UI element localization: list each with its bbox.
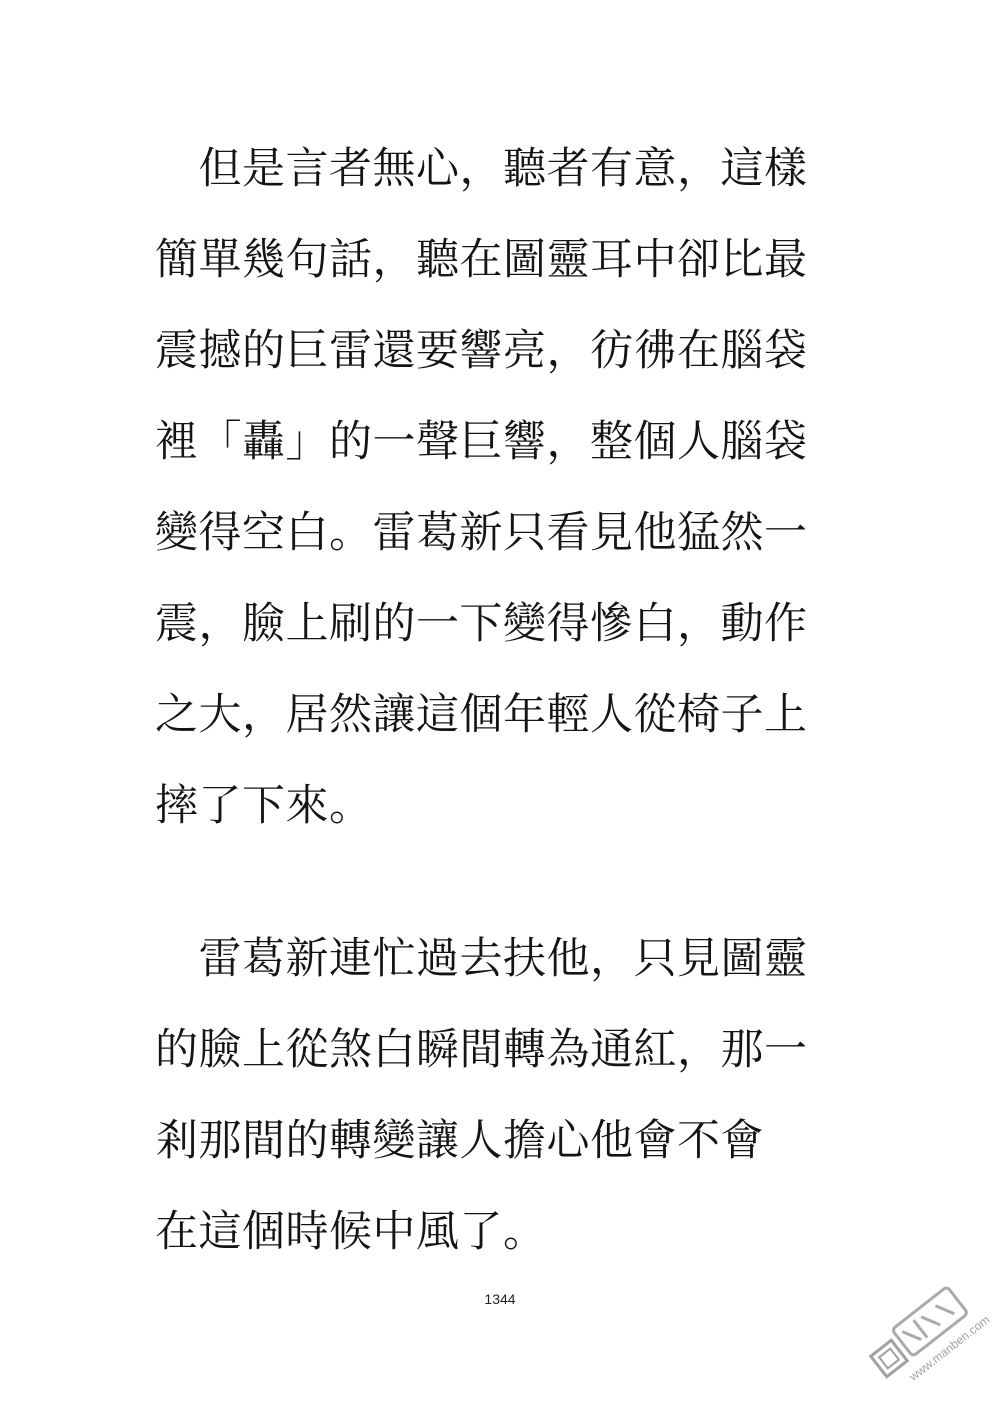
paragraph-2 <box>155 914 855 1278</box>
manben-logo-icon <box>848 1262 998 1412</box>
text-line: 在這個時候中風了。 <box>155 1207 547 1257</box>
text-line: 變得空白。雷葛新只看見他猛然一 <box>155 508 808 558</box>
paragraph-1 <box>155 124 855 852</box>
text-line: 剎那間的轉變讓人擔心他會不會 <box>155 1116 764 1166</box>
watermark-url: www.manben.com <box>906 1312 993 1384</box>
text-line: 的臉上從煞白瞬間轉為通紅，那一 <box>155 1025 808 1075</box>
text-line: 摔了下來。 <box>155 781 373 831</box>
text-line: 雷葛新連忙過去扶他，只見圖靈 <box>155 934 808 984</box>
text-line: 但是言者無心，聽者有意，這樣 <box>155 144 808 194</box>
text-line: 之大，居然讓這個年輕人從椅子上 <box>155 690 808 740</box>
text-line: 裡「轟」的一聲巨響，整個人腦袋 <box>155 417 808 467</box>
text-line: 震，臉上刷的一下變得慘白，動作 <box>155 599 808 649</box>
page-number: 1344 <box>484 1291 516 1307</box>
text-line: 震撼的巨雷還要響亮，彷彿在腦袋 <box>155 326 808 376</box>
text-line: 簡單幾句話，聽在圖靈耳中卻比最 <box>155 235 808 285</box>
